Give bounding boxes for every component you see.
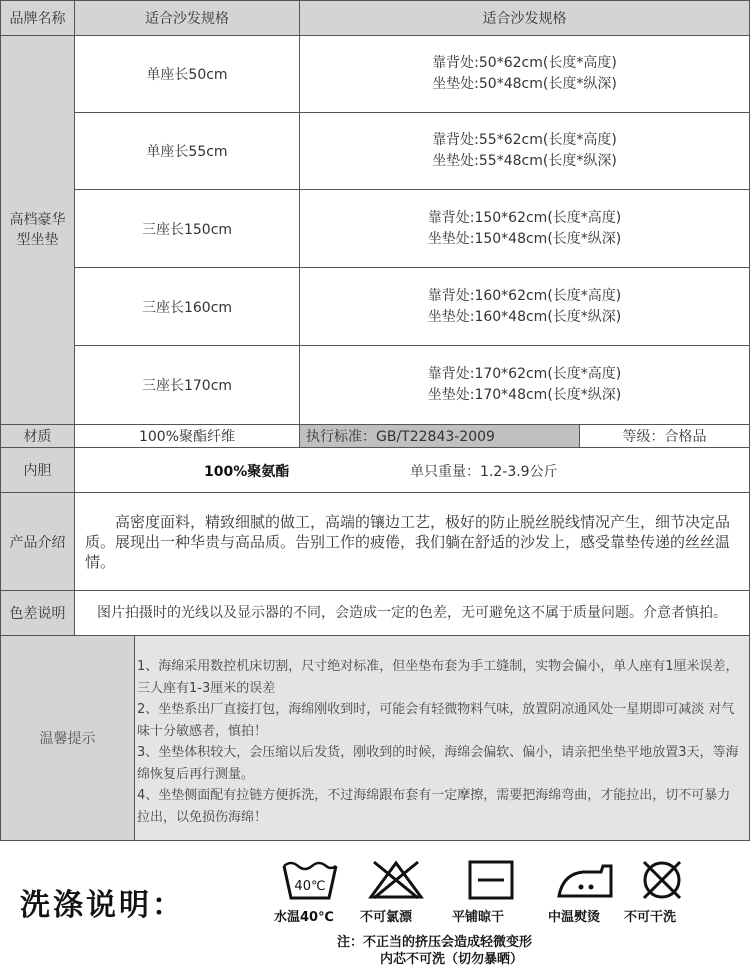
inner-label: 内胆 bbox=[0, 447, 75, 493]
spec-cell bbox=[299, 189, 750, 268]
inner-weight: 单只重量：1.2-3.9公斤 bbox=[410, 464, 558, 480]
seat-spec: 坐垫处:50*48cm(长度*纵深) bbox=[432, 76, 617, 92]
inner-value-row bbox=[74, 447, 750, 493]
header-spec-2: 适合沙发规格 bbox=[299, 0, 750, 36]
wash-title: 洗涤说明： bbox=[20, 888, 185, 923]
back-spec: 靠背处:160*62cm(长度*高度) bbox=[427, 287, 622, 304]
seat-spec: 坐垫处:160*48cm(长度*纵深) bbox=[427, 308, 622, 325]
size-cell: 三座长170cm bbox=[74, 345, 300, 425]
size-cell: 三座长150cm bbox=[74, 189, 300, 268]
grade-value: 等级：合格品 bbox=[579, 424, 750, 448]
seat-spec: 坐垫处:55*48cm(长度*纵深) bbox=[432, 153, 617, 169]
wash-label-2: 不可氯漂 bbox=[360, 910, 413, 925]
material-value: 100%聚酯纤维 bbox=[74, 424, 300, 448]
spec-cell bbox=[299, 112, 750, 190]
wash-note-2: 内芯不可洗（切勿暴晒） bbox=[380, 952, 524, 967]
standard-value: 执行标准：GB/T22843-2009 bbox=[299, 424, 580, 448]
header-spec-1: 适合沙发规格 bbox=[74, 0, 300, 36]
spec-cell bbox=[299, 35, 750, 113]
back-spec: 靠背处:150*62cm(长度*高度) bbox=[427, 209, 622, 226]
back-spec: 靠背处:50*62cm(长度*高度) bbox=[432, 55, 617, 71]
inner-value: 100%聚氨酯 bbox=[204, 464, 290, 480]
color-diff-text: 图片拍摄时的光线以及显示器的不同，会造成一定的色差，无可避免这不属于质量问题。介意者慎拍。 bbox=[74, 590, 750, 636]
intro-text: 高密度面料，精致细腻的做工，高端的镶边工艺，极好的防止脱丝脱线情况产生，细节决定品质。展现出一种华贵与高品质。告别工作的疲倦，我们躺在舒适的沙发上，感受靠垫传递的丝丝温情。 bbox=[74, 492, 750, 591]
material-label: 材质 bbox=[0, 424, 75, 448]
back-spec: 靠背处:170*62cm(长度*高度) bbox=[427, 366, 622, 382]
tips-text: 1、海绵采用数控机床切割，尺寸绝对标准，但坐垫布套为手工缝制，实物会偏小，单人座有1厘米误差，三人座有1-3厘米的误差 2、坐垫系出厂直接打包，海绵刚收到时，可能会有轻微物料气味，放置阴凉通风处一星期即可减淡 对气味十分敏感者，慎拍！ 3、坐垫体积较大，会压缩以后发货，刚收到的时候，海绵会偏软、偏小，请亲把坐垫平地放置3天，等海绵恢复后再行测量。 4、坐垫侧面配有拉链方便拆洗，不过海绵跟布套有一定摩擦，需要把海绵弯曲，才能拉出，切不可暴力拉出，以免损伤海绵！ bbox=[134, 635, 750, 841]
spec-cell bbox=[299, 267, 750, 346]
wash-note-1: 注：不正当的挤压会造成轻微变形 bbox=[337, 935, 533, 950]
size-cell: 单座长55cm bbox=[74, 112, 300, 190]
iron-icon bbox=[553, 860, 615, 900]
wash-label-4: 中温熨烫 bbox=[548, 910, 601, 925]
tips-label: 温馨提示 bbox=[0, 635, 135, 841]
header-brand: 品牌名称 bbox=[0, 0, 75, 36]
size-cell: 三座长160cm bbox=[74, 267, 300, 346]
color-diff-label: 色差说明 bbox=[0, 590, 75, 636]
intro-label: 产品介绍 bbox=[0, 492, 75, 591]
size-cell: 单座长50cm bbox=[74, 35, 300, 113]
wash-tub-icon bbox=[281, 858, 339, 902]
wash-label-3: 平铺晾干 bbox=[452, 910, 505, 925]
tub-temp-text: 40℃ bbox=[294, 879, 326, 894]
wash-label-1: 水温40℃ bbox=[274, 910, 334, 925]
seat-spec: 坐垫处:170*48cm(长度*纵深) bbox=[427, 387, 622, 403]
flat-dry-icon bbox=[468, 860, 514, 900]
back-spec: 靠背处:55*62cm(长度*高度) bbox=[432, 132, 617, 148]
product-name: 高档豪华型坐垫 bbox=[0, 35, 75, 425]
no-dry-clean-icon bbox=[640, 858, 684, 902]
seat-spec: 坐垫处:150*48cm(长度*纵深) bbox=[427, 230, 622, 247]
spec-cell bbox=[299, 345, 750, 425]
no-bleach-icon bbox=[368, 860, 424, 900]
wash-label-5: 不可干洗 bbox=[624, 910, 677, 925]
